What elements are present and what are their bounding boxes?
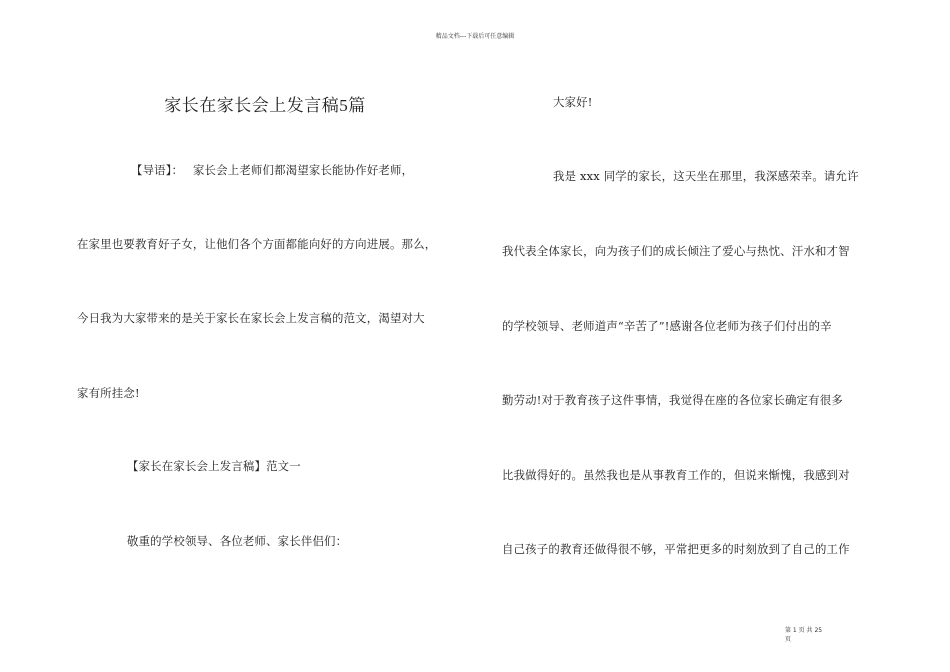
left-line-3: 今日我为大家带来的是关于家长在家长会上发言稿的范文，渴望对大	[77, 311, 425, 325]
right-line-3: 我代表全体家长，向为孩子们的成长倾注了爱心与热忱、汗水和才智	[502, 244, 850, 258]
page-number	[785, 626, 822, 644]
right-line-6: 比我做得好的。虽然我也是从事教育工作的，但说来惭愧，我感到对	[502, 468, 850, 482]
right-line-5: 勤劳动!对于教育孩子这件事情，我觉得在座的各位家长确定有很多	[502, 393, 843, 407]
right-line-4: 的学校领导、老师道声“辛苦了”!感谢各位老师为孩子们付出的辛	[502, 319, 832, 333]
page-number-line-2: 页	[785, 636, 792, 643]
left-line-2: 在家里也要教育好子女，让他们各个方面都能向好的方向进展。那么，	[77, 237, 437, 251]
page-number-line-1: 第 1 页 共 25	[785, 627, 823, 634]
header-note: 精品文档---下载后可任意编辑	[435, 33, 515, 40]
left-line-4: 家有所挂念!	[77, 386, 140, 400]
left-line-6: 敬重的学校领导、各位老师、家长伴侣们：	[127, 534, 348, 548]
document-title: 家长在家长会上发言稿5篇	[164, 96, 366, 115]
right-line-1: 大家好!	[553, 95, 593, 109]
left-line-5: 【家长在家长会上发言稿】范文一	[127, 459, 301, 473]
right-line-7: 自己孩子的教育还做得很不够，平常把更多的时刻放到了自己的工作	[502, 542, 850, 556]
left-line-1: 【导语】： 家长会上老师们都渴望家长能协作好老师，	[131, 163, 414, 177]
right-line-2: 我是 xxx 同学的家长，这天坐在那里，我深感荣幸。请允许	[553, 169, 859, 183]
